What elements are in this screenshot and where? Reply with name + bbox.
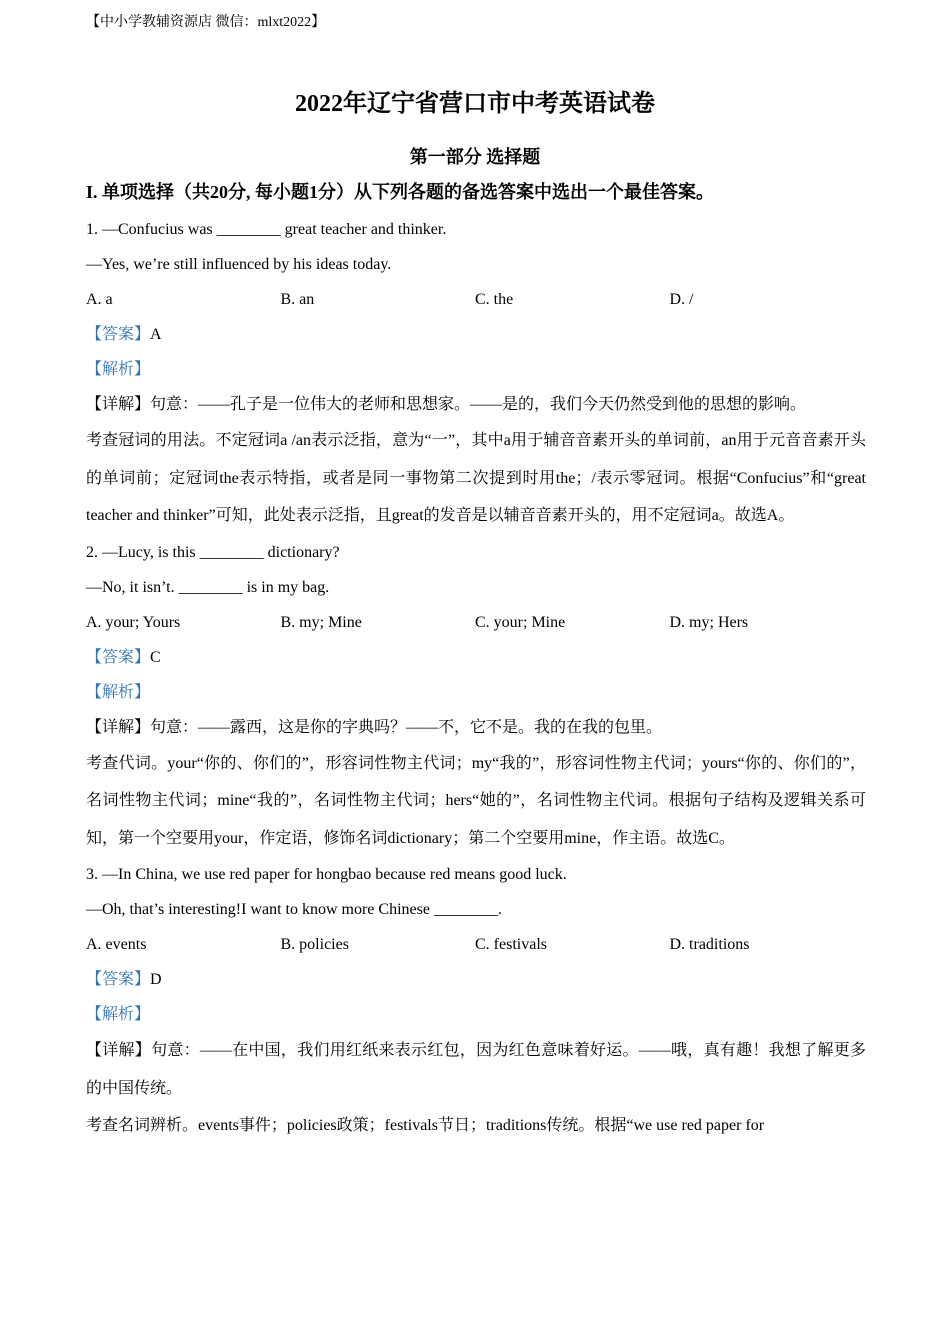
answer-tag: 【答案】 <box>86 326 151 343</box>
question-reply: —No, it isn’t. ________ is in my bag. <box>86 578 330 596</box>
detail-text: 【详解】句意：——露西，这是你的字典吗？——不，它不是。我的在我的包里。 <box>86 718 663 736</box>
explanation-text: 考查名词辨析。events事件；policies政策；festivals节日；traditions传统。根据“we use red paper for <box>86 1117 765 1134</box>
question-2 <box>86 535 866 858</box>
question-stem: 2. —Lucy, is this ________ dictionary? <box>86 543 340 561</box>
option-a: A. your; Yours <box>86 613 181 631</box>
analysis-tag: 【解析】 <box>86 361 151 378</box>
explanation-text: 考查代词。your“你的、你们的”，形容词性物主代词；my“我的”，形容词性物主代词；yours“你的、你们的”，名词性物主代词；mine“我的”，名词性物主代词；hers“她的”，名词性物主代词。根据句子结构及逻辑关系可知，第一个空要用your，作定语，修饰名词dictionary；第二个空要用mine，作主语。故选C。 <box>86 754 866 847</box>
option-a: A. events <box>86 936 147 953</box>
explanation-text: 考查冠词的用法。不定冠词a /an表示泛指，意为“一”，其中a用于辅音音素开头的单词前，an用于元音音素开头的单词前；定冠词the表示特指，或者是同一事物第二次提到时用the；/表示零冠词。根据“Confucius”和“great teacher and thinker”可知，此处表示泛指，且great的发音是以辅音音素开头的，用不定冠词a。故选A。 <box>86 432 866 524</box>
header-note: 【中小学教辅资源店 微信：mlxt2022】 <box>86 15 326 30</box>
question-reply: —Yes, we’re still influenced by his ideas today. <box>86 256 392 273</box>
answer-value: A <box>150 326 162 343</box>
analysis-tag: 【解析】 <box>86 1006 151 1023</box>
option-c: C. the <box>475 291 514 308</box>
option-d: D. / <box>669 291 694 308</box>
option-c: C. festivals <box>475 936 547 953</box>
analysis-tag: 【解析】 <box>86 683 151 701</box>
answer-line <box>86 317 866 352</box>
answer-value: D <box>150 971 162 988</box>
question-reply: —Oh, that’s interesting!I want to know more Chinese ________. <box>86 901 502 918</box>
answer-line <box>86 640 866 675</box>
part-title: 第一部分 选择题 <box>409 147 541 167</box>
question-1 <box>86 212 866 535</box>
content <box>86 212 866 1145</box>
answer-tag: 【答案】 <box>86 971 151 988</box>
page-title: 2022年辽宁省营口市中考英语试卷 <box>295 91 655 117</box>
option-d: D. my; Hers <box>669 613 749 631</box>
detail-text: 【详解】句意：——孔子是一位伟大的老师和思想家。——是的，我们今天仍然受到他的思想的影响。 <box>86 396 807 413</box>
answer-tag: 【答案】 <box>86 648 151 666</box>
options-row <box>86 282 866 317</box>
option-c: C. your; Mine <box>475 613 566 631</box>
options-row <box>86 605 866 640</box>
answer-line <box>86 962 866 997</box>
option-a: A. a <box>86 291 113 308</box>
option-b: B. my; Mine <box>280 613 362 631</box>
section-title: I. 单项选择（共20分, 每小题1分）从下列各题的备选答案中选出一个最佳答案。 <box>86 182 715 202</box>
question-stem: 1. —Confucius was ________ great teacher and thinker. <box>86 221 447 238</box>
options-row <box>86 927 866 962</box>
question-3 <box>86 857 866 1145</box>
option-b: B. policies <box>280 936 349 953</box>
option-b: B. an <box>280 291 315 308</box>
detail-text: 【详解】句意：——在中国，我们用红纸来表示红包，因为红色意味着好运。——哦，真有趣！我想了解更多的中国传统。 <box>86 1042 866 1097</box>
option-d: D. traditions <box>669 936 750 953</box>
answer-value: C <box>150 648 161 666</box>
question-stem: 3. —In China, we use red paper for hongbao because red means good luck. <box>86 866 567 883</box>
